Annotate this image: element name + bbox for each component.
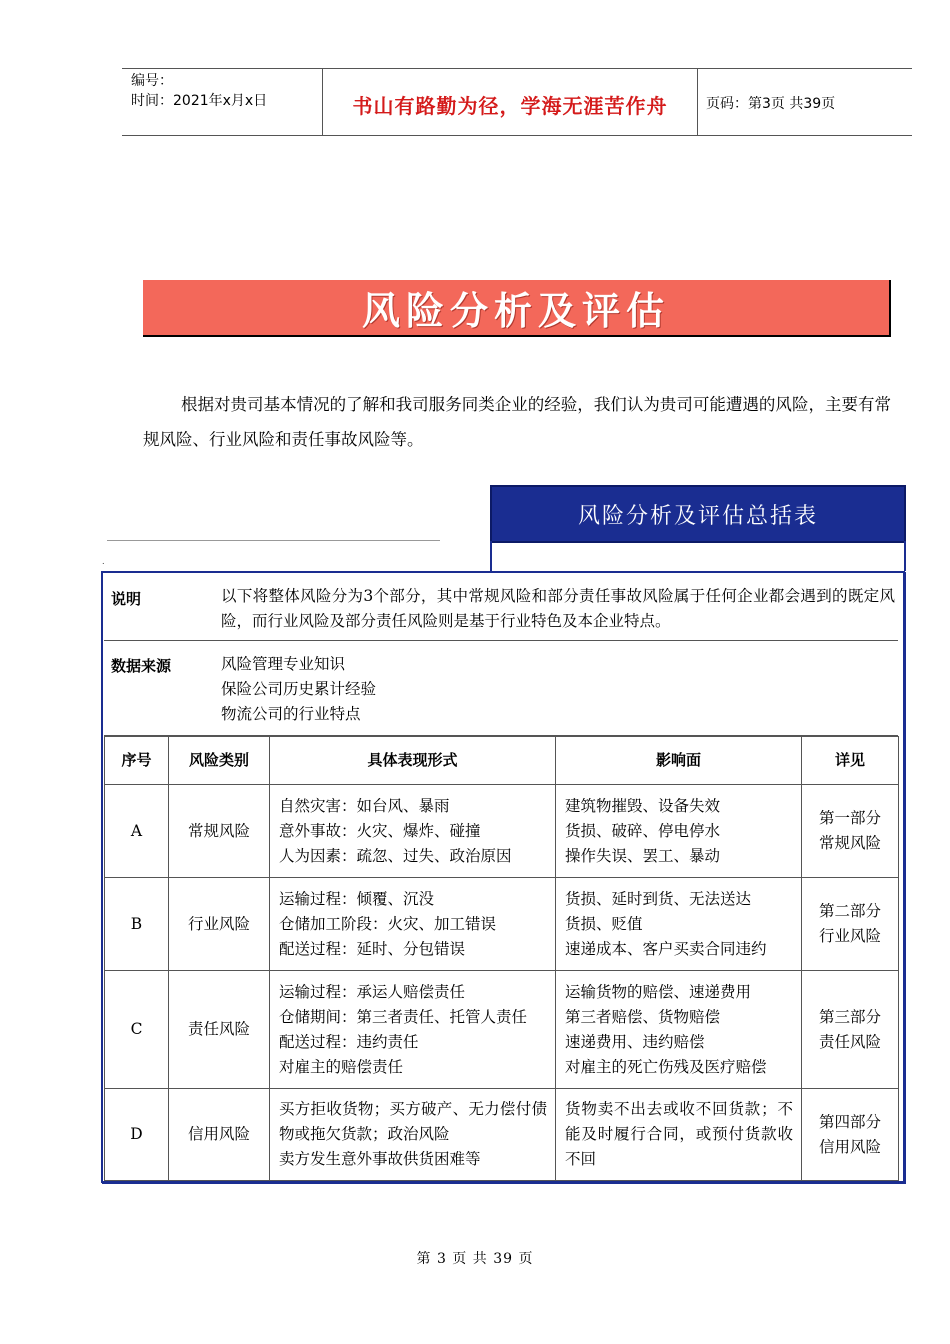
data-source-label: 数据来源 <box>111 657 172 675</box>
see-part: 第一部分 <box>818 809 881 827</box>
row-category: 信用风险 <box>169 1089 270 1181</box>
row-forms <box>270 1089 556 1181</box>
summary-title-box <box>490 485 906 543</box>
row-forms <box>270 878 556 971</box>
time-label: 时间：2021年x月x日 <box>131 93 268 109</box>
see-name: 信用风险 <box>818 1137 881 1156</box>
see-name: 行业风险 <box>818 927 881 945</box>
row-impact <box>556 971 802 1089</box>
impact-line: 第三者赔偿、货物赔偿 <box>565 1007 721 1026</box>
row-id: C <box>105 971 169 1089</box>
form-line: 买方拒收货物；买方破产、无力偿付债物或拖欠货款；政治风险 <box>279 1100 547 1143</box>
explanation-text: 以下将整体风险分为3个部分，其中常规风险和部分责任事故风险属于任何企业都会遇到的既定风险，而行业风险及部分责任风险则是基于行业特色及本企业特点。 <box>221 587 895 630</box>
form-line: 自然灾害：如台风、暴雨 <box>279 796 450 815</box>
summary-title: 风险分析及评估总括表 <box>577 503 818 529</box>
form-line: 意外事故：火灾、爆炸、碰撞 <box>279 821 481 840</box>
column-header: 序号 <box>105 737 169 785</box>
explanation-row <box>104 573 898 641</box>
data-source-item: 物流公司的行业特点 <box>221 705 361 723</box>
intro-paragraph: 根据对贵司基本情况的了解和我司服务同类企业的经验，我们认为贵司可能遭遇的风险，主要有常规风险、行业风险和责任事故风险等。 <box>143 395 891 449</box>
form-line: 配送过程：违约责任 <box>279 1032 419 1051</box>
form-line: 对雇主的赔偿责任 <box>279 1057 404 1076</box>
row-category: 责任风险 <box>169 971 270 1089</box>
data-source-row <box>104 641 898 736</box>
header-page-info: 页码：第3页 共39页 <box>706 96 836 112</box>
row-forms <box>270 785 556 878</box>
row-category: 行业风险 <box>169 878 270 971</box>
see-name: 责任风险 <box>818 1032 881 1051</box>
impact-line: 对雇主的死亡伤残及医疗赔偿 <box>565 1057 767 1076</box>
banner-title: 风险分析及评估 <box>361 289 670 333</box>
row-id: B <box>105 878 169 971</box>
see-part: 第三部分 <box>818 1007 881 1026</box>
impact-line: 操作失误、罢工、暴动 <box>565 846 721 865</box>
summary-left-rule <box>107 540 440 541</box>
form-line: 配送过程：延时、分包错误 <box>279 939 466 958</box>
row-id: D <box>105 1089 169 1181</box>
page-footer: 第 3 页 共 39 页 <box>416 1251 534 1267</box>
table-row <box>105 878 899 971</box>
see-part: 第二部分 <box>818 902 881 920</box>
row-see-ref <box>802 878 899 971</box>
row-category: 常规风险 <box>169 785 270 878</box>
data-source-item: 保险公司历史累计经验 <box>221 680 377 698</box>
form-line: 运输过程：承运人赔偿责任 <box>279 982 466 1001</box>
row-id: A <box>105 785 169 878</box>
impact-line: 货物卖不出去或收不回货款；不能及时履行合同，或预付货款收不回 <box>565 1100 793 1168</box>
summary-marker-dot: . <box>102 557 105 566</box>
row-impact <box>556 878 802 971</box>
row-impact <box>556 785 802 878</box>
column-header: 风险类别 <box>169 737 270 785</box>
see-name: 常规风险 <box>818 834 881 852</box>
header-top-rule <box>122 68 912 69</box>
data-source-item: 风险管理专业知识 <box>221 655 346 673</box>
table-row <box>105 971 899 1089</box>
impact-line: 速递费用、违约赔偿 <box>565 1032 705 1051</box>
impact-line: 建筑物摧毁、设备失效 <box>565 796 721 815</box>
header-bottom-rule <box>122 135 912 136</box>
table-header-row <box>105 737 899 785</box>
table-row <box>105 1089 899 1181</box>
row-see-ref <box>802 1089 899 1181</box>
number-label: 编号： <box>131 73 173 89</box>
risk-summary-table <box>104 736 899 1181</box>
row-see-ref <box>802 971 899 1089</box>
impact-line: 货损、延时到货、无法送达 <box>565 889 752 908</box>
form-line: 人为因素：疏忽、过失、政治原因 <box>279 846 512 865</box>
form-line: 仓储期间：第三者责任、托管人责任 <box>279 1007 528 1026</box>
impact-line: 运输货物的赔偿、速递费用 <box>565 982 752 1001</box>
data-source-list <box>221 652 895 727</box>
header-motto: 书山有路勤为径，学海无涯苦作舟 <box>352 94 668 118</box>
form-line: 仓储加工阶段：火灾、加工错误 <box>279 914 497 933</box>
form-line: 卖方发生意外事故供货困难等 <box>279 1150 481 1168</box>
row-see-ref <box>802 785 899 878</box>
impact-line: 货损、贬值 <box>565 914 643 933</box>
column-header: 具体表现形式 <box>270 737 556 785</box>
column-header: 影响面 <box>556 737 802 785</box>
impact-line: 速递成本、客户买卖合同违约 <box>565 939 767 958</box>
impact-line: 货损、破碎、停电停水 <box>565 821 721 840</box>
row-forms <box>270 971 556 1089</box>
section-banner <box>143 280 891 337</box>
table-row <box>105 785 899 878</box>
explanation-label: 说明 <box>111 590 142 608</box>
column-header: 详见 <box>802 737 899 785</box>
header-divider <box>697 68 698 136</box>
form-line: 运输过程：倾覆、沉没 <box>279 889 435 908</box>
see-part: 第四部分 <box>818 1112 881 1131</box>
summary-title-subbox <box>490 541 906 571</box>
header-meta <box>131 71 267 111</box>
row-impact <box>556 1089 802 1181</box>
